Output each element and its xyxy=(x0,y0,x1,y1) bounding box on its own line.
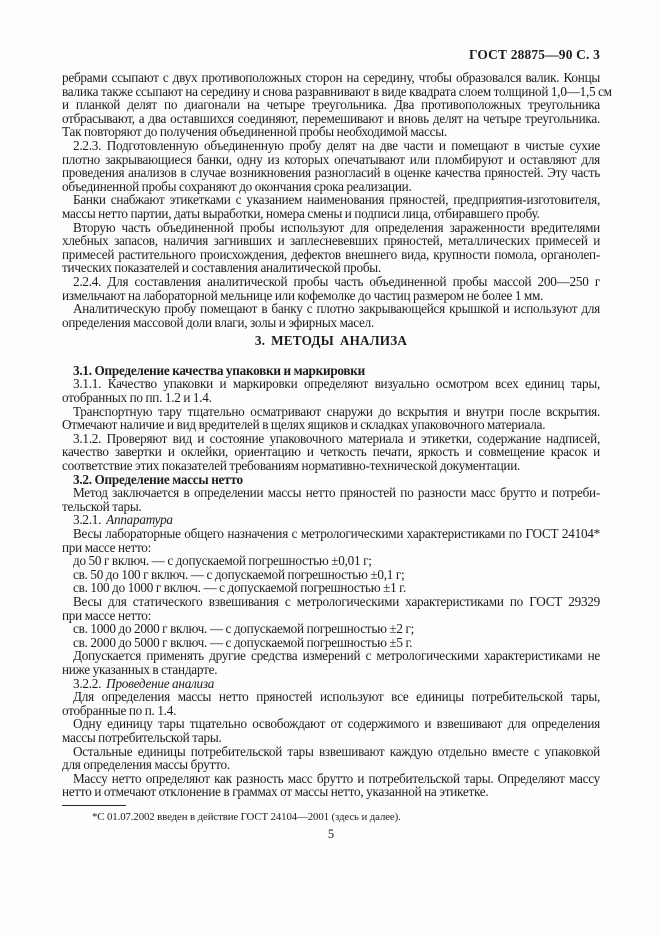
subsection-heading: 3.2. Определение массы нетто xyxy=(73,471,243,487)
paragraph-line: Метод заключается в определении массы нетто пряностей по разности масс брутто и потреби- xyxy=(73,485,600,501)
paragraph-line: плотно закрывающиеся банки, одну из которых опечатывают или пломбируют и оставляют для xyxy=(62,151,600,167)
paragraph-line: 2.2.4. Для составления аналитической пробы часть объединенной пробы массой 200—250 г xyxy=(73,273,600,289)
spec-list-line: св. 2000 до 5000 г включ. — с допускаемой погрешностью ±5 г. xyxy=(73,634,413,650)
paragraph-line: ниже указанных в стандарте. xyxy=(62,661,218,677)
paragraph-line: отбрасывают, а два оставшихся соединяют, перемешивают и вновь делят на четыре треугольника. xyxy=(62,110,600,126)
paragraph-line: Допускается применять другие средства измерений с метрологическими характеристиками не xyxy=(73,648,600,664)
paragraph-line: Для определения массы нетто пряностей используют все единицы потребительской тары, xyxy=(73,689,600,705)
paragraph-line: проведения анализов в случае возникновения разногласий в оценке качества пряностей. Эту часть xyxy=(62,165,600,181)
paragraph-line: определения массовой доли влаги, золы и эфирных масел. xyxy=(62,314,374,330)
paragraph-line: Остальные единицы потребительской тары взвешивают каждую отдельно вместе с упаковкой xyxy=(73,743,600,759)
clause-title: Проведение анализа xyxy=(106,675,215,691)
paragraph-line: Аналитическую пробу помещают в банку с плотно закрывающейся крышкой и используют для xyxy=(73,301,600,317)
paragraph-line: тельской тары. xyxy=(62,498,142,514)
paragraph-line: Вторую часть объединенной пробы используют для определения зараженности вредителями xyxy=(73,219,600,235)
paragraph-line: Транспортную тару тщательно осматривают снаружи до вскрытия и внутри после вскрытия. xyxy=(73,403,600,419)
paragraph-line: Весы для статического взвешивания с метрологическими характеристиками по ГОСТ 29329 xyxy=(73,593,600,609)
paragraph-line: Так повторяют до получения объединенной пробы необходимой массы. xyxy=(62,124,447,140)
paragraph-line: Банки снабжают этикетками с указанием наименования пряностей, предприятия-изготовителя, xyxy=(73,192,600,208)
page-number: 5 xyxy=(327,827,335,841)
paragraph-line: качество завертки и оклейки, ориентацию и четкость печати, яркость и совмещение красок и xyxy=(62,444,600,460)
paragraph-line: хлебных запасов, наличия загнивших и заплесневевших пряностей, металлических примесей и xyxy=(62,233,600,249)
document-code-header: ГОСТ 28875—90 С. 3 xyxy=(469,47,600,62)
paragraph-line: массы потребительской тары. xyxy=(62,729,222,745)
paragraph-line: нетто и отмечают отклонение в граммах от массы нетто, указанной на этикетке. xyxy=(62,784,489,800)
paragraph-line: ребрами ссыпают с двух противоположных сторон на середину, чтобы образовался валик. Концы xyxy=(62,70,600,85)
paragraph-line: отобранных по пп. 1.2 и 1.4. xyxy=(62,390,212,406)
spec-list-line: св. 100 до 1000 г включ. — с допускаемой погрешностью ±1 г. xyxy=(73,580,406,596)
document-body xyxy=(62,70,612,800)
footnote-rule xyxy=(62,805,126,806)
paragraph-line: тических показателей и составления аналитической пробы. xyxy=(62,260,381,276)
spec-list-line: до 50 г включ. — с допускаемой погрешностью ±0,01 г; xyxy=(73,553,372,569)
paragraph-line: измельчают на лабораторной мельнице или кофемолке до частиц размером не более 1 мм. xyxy=(62,287,544,303)
clause-title-line xyxy=(62,677,600,691)
paragraph-line: объединенной пробы сохраняют до окончания срока реализации. xyxy=(62,178,412,194)
footnote: *С 01.07.2002 введен в действие ГОСТ 24104—2001 (здесь и далее). xyxy=(92,811,401,823)
paragraph-line: массы нетто партии, даты выработки, номера смены и подписи лица, отбиравшего пробу. xyxy=(62,205,540,221)
paragraph-line: Отмечают наличие и вид вредителей в щелях ящиков и складках упаковочного материала. xyxy=(62,417,546,433)
paragraph-line: 3.1.1. Качество упаковки и маркировки определяют визуально осмотром всех единиц тары, xyxy=(73,376,600,392)
paragraph-line: при массе нетто: xyxy=(62,539,152,555)
paragraph-line: Одну единицу тары тщательно освобождают от содержимого и взвешивают для определения xyxy=(73,716,600,732)
clause-number: 3.2.2. xyxy=(73,675,102,691)
paragraph-line: валика также ссыпают на середину и снова разравнивают в виде квадрата слоем толщиной 1,0—1,5 см xyxy=(62,83,612,99)
spec-list-line: св. 50 до 100 г включ. — с допускаемой погрешностью ±0,1 г; xyxy=(73,566,405,582)
paragraph-line: Массу нетто определяют как разность масс брутто и потребительской тары. Определяют массу xyxy=(73,770,600,786)
spec-list-line: св. 1000 до 2000 г включ. — с допускаемой погрешностью ±2 г; xyxy=(73,621,415,637)
paragraph-line: при массе нетто: xyxy=(62,607,152,623)
paragraph-line: и планкой делят по диагонали на четыре треугольника. Два противоположных треугольника xyxy=(62,97,600,113)
clause-number: 3.2.1. xyxy=(73,512,102,528)
paragraph-line: 3.1.2. Проверяют вид и состояние упаковочного материала и этикетки, содержание надписей, xyxy=(73,430,600,446)
clause-title-line xyxy=(62,513,600,527)
paragraph-line: отобранные по п. 1.4. xyxy=(62,702,177,718)
section-heading: 3. МЕТОДЫ АНАЛИЗА xyxy=(254,333,408,349)
paragraph-line: примесей растительного происхождения, дефектов внешнего вида, крупности помола, органолеп- xyxy=(62,246,600,262)
subsection-heading: 3.1. Определение качества упаковки и маркировки xyxy=(73,362,365,378)
clause-title: Аппаратура xyxy=(106,512,173,528)
paragraph-line: соответствие этих показателей требованиям нормативно-технической документации. xyxy=(62,458,521,474)
paragraph-line: для определения массы брутто. xyxy=(62,757,230,773)
paragraph-line: Весы лабораторные общего назначения с метрологическими характеристиками по ГОСТ 24104* xyxy=(73,526,600,541)
paragraph-line: 2.2.3. Подготовленную объединенную пробу делят на две части и помещают в чистые сухие xyxy=(73,137,600,153)
